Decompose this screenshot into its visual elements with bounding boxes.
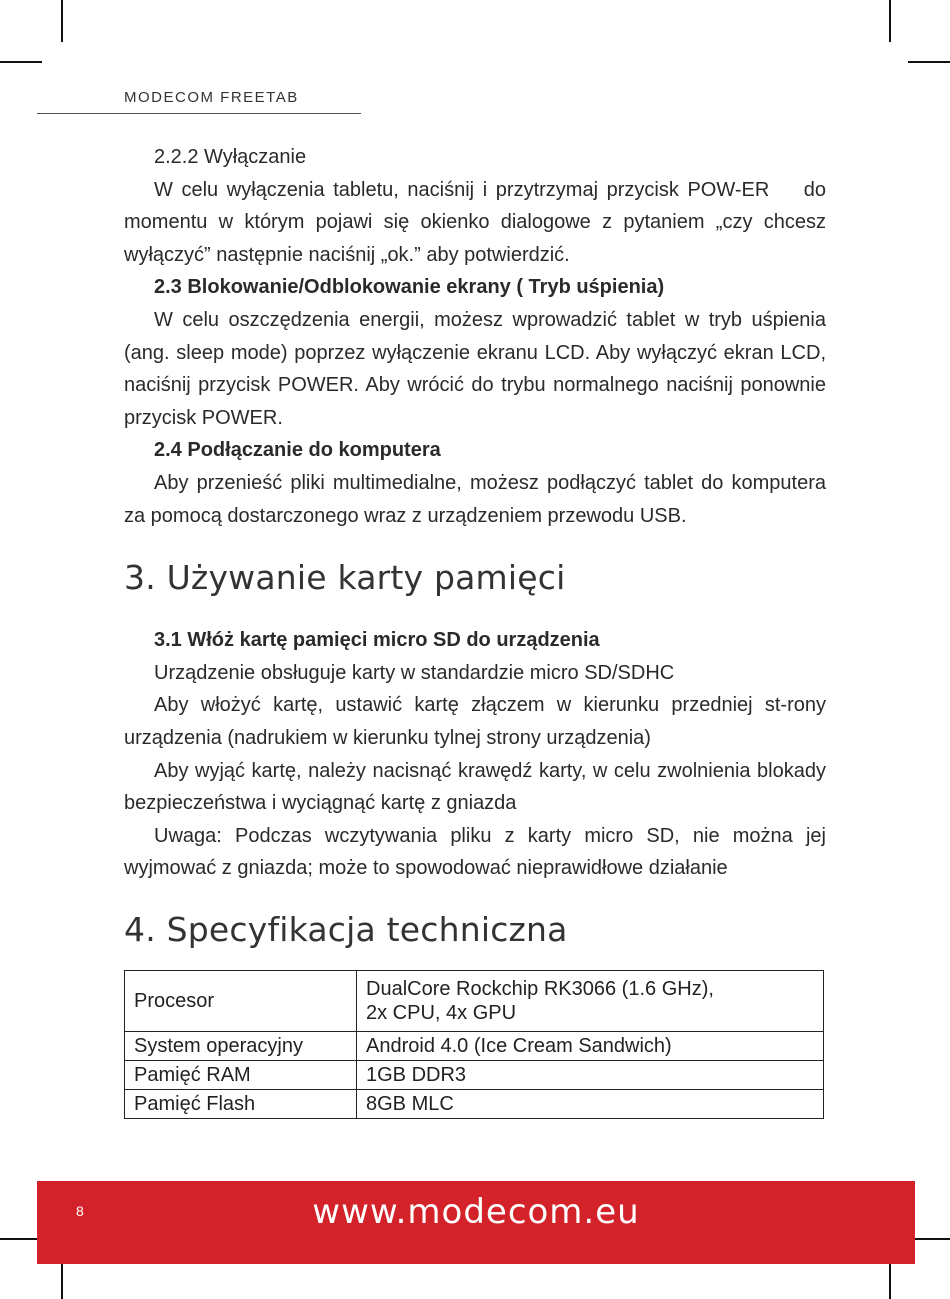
page-number: 8 [76,1203,84,1219]
table-row [125,1060,824,1089]
header-rule [37,113,361,114]
spec-key: Pamięć Flash [125,1089,357,1118]
table-row [125,1089,824,1118]
spec-value: 1GB DDR3 [357,1060,824,1089]
spec-key: System operacyjny [125,1031,357,1060]
page-content [124,141,826,1119]
spec-key: Pamięć RAM [125,1060,357,1089]
spec-table [124,970,824,1119]
section-heading-3-1: 3.1 Włóż kartę pamięci micro SD do urządzenia [154,629,600,652]
paragraph-3-1-a: Urządzenie obsługuje karty w standardzie micro SD/SDHC [154,661,675,684]
spec-value-line: DualCore Rockchip RK3066 (1.6 GHz), [366,977,714,1000]
paragraph-2-3: W celu oszczędzenia energii, możesz wprowadzić tablet w tryb uśpienia (ang. sleep mode) poprzez wyłączenie ekranu LCD. Aby wyłączyć ekran LCD, naciśnij przycisk POWER. Aby wrócić do trybu normalnego naciśnij ponownie przycisk POWER. [124,308,826,429]
spec-value: 8GB MLC [357,1089,824,1118]
crop-mark [908,61,950,63]
running-header: MODECOM FREETAB [124,89,299,106]
section-heading-2-2-2: 2.2.2 Wyłączanie [154,146,307,168]
crop-mark [61,0,63,42]
spec-value: Android 4.0 (Ice Cream Sandwich) [357,1031,824,1060]
crop-mark [889,0,891,42]
table-row [125,1031,824,1060]
paragraph-2-2-2: W celu wyłączenia tabletu, naciśnij i przytrzymaj przycisk POW-ER do momentu w którym pojawi się okienko dialogowe z pytaniem „czy chcesz wyłączyć” następnie naciśnij „ok.” aby potwierdzić. [124,178,826,266]
spec-key: Procesor [125,970,357,1031]
footer-band [37,1181,915,1264]
spec-value-line: 2x CPU, 4x GPU [366,1001,517,1024]
paragraph-3-1-d: Uwaga: Podczas wczytywania pliku z karty micro SD, nie można jej wyjmować z gniazda; może to spowodować nieprawidłowe działanie [124,824,826,880]
section-heading-2-3: 2.3 Blokowanie/Odblokowanie ekrany ( Tryb uśpienia) [154,276,665,299]
chapter-title-4: 4. Specyfikacja techniczna [124,909,568,949]
website-link[interactable]: www.modecom.eu [312,1192,640,1232]
chapter-title-3: 3. Używanie karty pamięci [124,558,566,598]
section-heading-2-4: 2.4 Podłączanie do komputera [154,439,441,462]
paragraph-3-1-b: Aby włożyć kartę, ustawić kartę złączem w kierunku przedniej st-rony urządzenia (nadrukiem w kierunku tylnej strony urządzenia) [124,694,826,749]
paragraph-2-4: Aby przenieść pliki multimedialne, możesz podłączyć tablet do komputera za pomocą dostarczonego wraz z urządzeniem przewodu USB. [124,471,826,527]
crop-mark [0,1238,42,1240]
spec-value [357,970,824,1031]
paragraph-3-1-c: Aby wyjąć kartę, należy nacisnąć krawędź karty, w celu zwolnienia blokady bezpieczeństwa i wyciągnąć kartę z gniazda [124,759,826,815]
table-row [125,970,824,1031]
crop-mark [0,61,42,63]
